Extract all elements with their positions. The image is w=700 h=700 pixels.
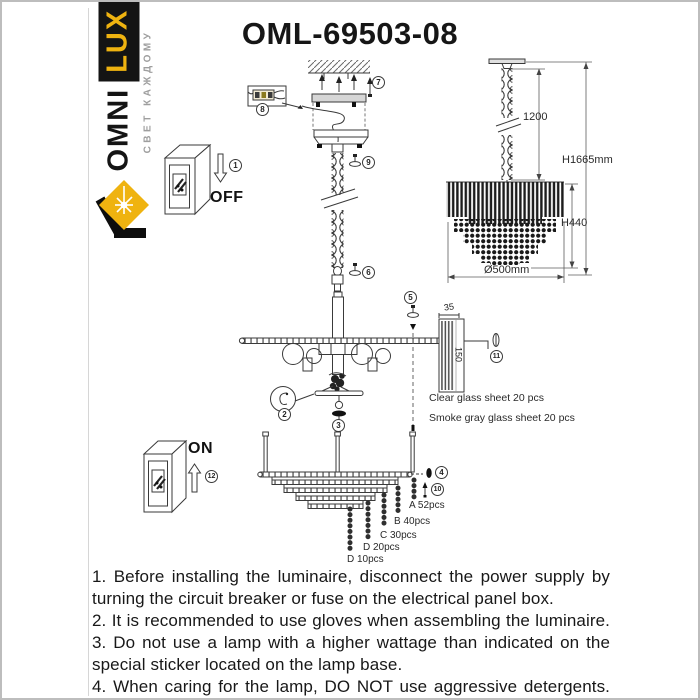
step-marker-12: 12: [205, 470, 218, 483]
instructions-block: [92, 566, 610, 698]
bead-string-label-c: C 30pcs: [380, 530, 417, 541]
arrow-down-icon: [215, 154, 227, 182]
on-label: ON: [188, 440, 213, 457]
instruction-item-1: 1. Before installing the luminaire, disconnect the power supply by turning the circuit breaker or fuse on the electrical panel box.: [92, 567, 610, 608]
brand-tagline: СВЕТ КАЖДОМУ: [142, 29, 154, 154]
dim-fixture-height: H440: [561, 217, 588, 229]
brand-lux: LUX: [101, 8, 133, 73]
hub-assembly-diagram: [239, 292, 449, 431]
glass-height-label: 150: [453, 346, 464, 363]
size-diagram: [446, 59, 592, 283]
step-marker-5: 5: [404, 291, 417, 304]
brand-diamond-logo: [99, 180, 149, 233]
bead-string-label-b: B 40pcs: [394, 516, 431, 527]
step-marker-4: 4: [435, 466, 448, 479]
dim-chain-length: 1200: [523, 111, 548, 123]
brand-omni: OMNI: [102, 87, 134, 172]
smoke-glass-label: Smoke gray glass sheet 20 pcs: [429, 412, 575, 424]
wing-bolt-part-9: [350, 154, 361, 166]
instruction-item-3: 3. Do not use a lamp with a higher wattage than indicated on the special sticker located on the lamp base.: [92, 633, 610, 674]
hook-callout: [271, 387, 315, 412]
dim-overall-height: H1665mm: [562, 154, 613, 166]
clear-glass-label: Clear glass sheet 20 pcs: [429, 392, 544, 404]
wing-bolt-part-6: [350, 263, 361, 275]
page-title: OML-69503-08: [241, 16, 459, 51]
wire-bundle: [330, 373, 345, 391]
step-marker-8: 8: [256, 103, 269, 116]
dim-diameter: Ø500mm: [484, 264, 530, 276]
step-marker-3: 3: [332, 419, 345, 432]
step-marker-2: 2: [278, 408, 291, 421]
arrow-up-icon: [189, 464, 201, 492]
wing-screw-part-5: [408, 305, 419, 330]
step-marker-11: 11: [490, 350, 503, 363]
glass-width-label: 35: [443, 301, 455, 313]
step-marker-9: 9: [362, 156, 375, 169]
instruction-item-2: 2. It is recommended to use gloves when assembling the luminaire.: [92, 611, 610, 630]
step-marker-10: 10: [431, 483, 444, 496]
canopy-and-chain: [302, 106, 368, 291]
pin-part-10: [423, 482, 428, 498]
bead-string-label-d20: D 20pcs: [363, 542, 400, 553]
bead-string-label-a: A 52pcs: [409, 500, 445, 511]
oval-part-4: [426, 468, 431, 478]
ceiling-mount-diagram: [308, 60, 373, 130]
off-label: OFF: [210, 189, 244, 206]
brand-lux-box: [98, 0, 139, 82]
finial-pin-part-11: [493, 334, 499, 347]
step-marker-7: 7: [372, 76, 385, 89]
brand-wordmark: [99, 8, 139, 172]
instruction-item-4: 4. When caring for the lamp, DO NOT use aggressive detergents.: [92, 677, 610, 696]
step-marker-6: 6: [362, 266, 375, 279]
step-marker-1: 1: [229, 159, 242, 172]
bead-string-label-d10: D 10pcs: [347, 554, 384, 565]
